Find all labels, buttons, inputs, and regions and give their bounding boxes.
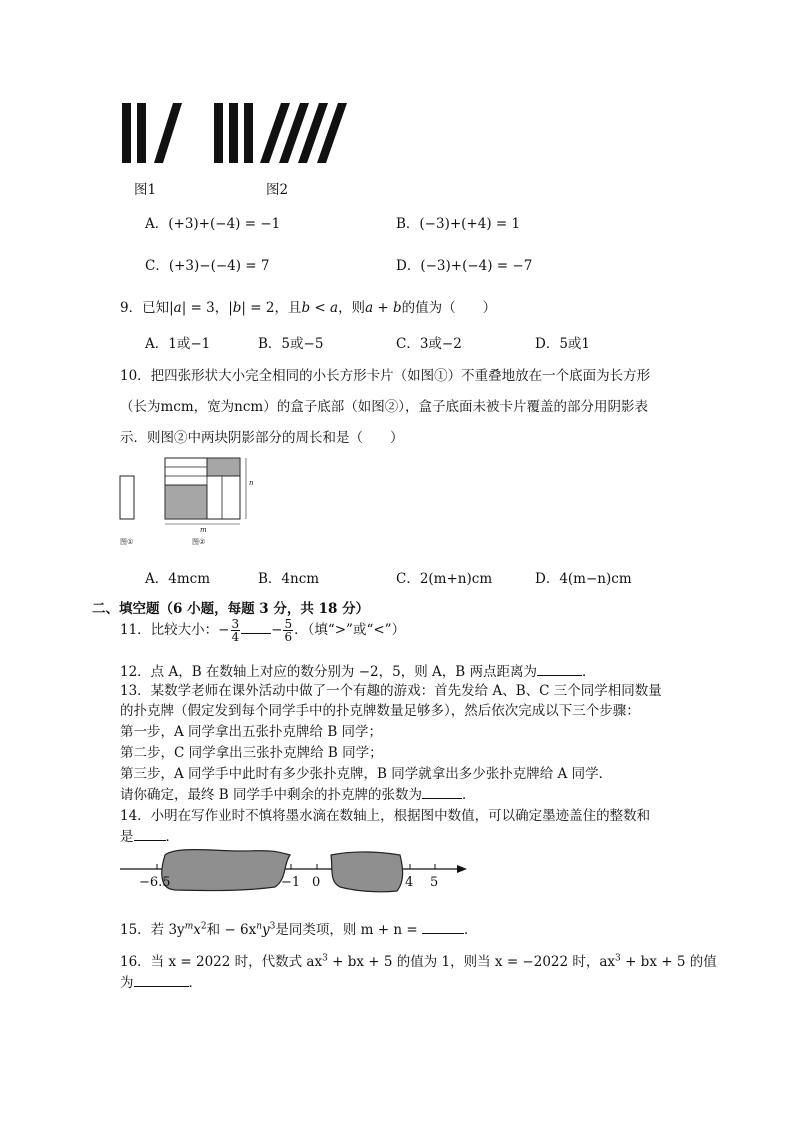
figure-2-label: 图2: [266, 182, 289, 198]
stick: [214, 103, 223, 163]
q8-option-c: C．(+3)−(−4) = 7: [145, 258, 270, 274]
shaded-region-upper-right: [207, 458, 240, 476]
arrow-icon: [457, 865, 467, 873]
q10-figures: [112, 452, 262, 547]
q10-option-b: B．4ncm: [258, 571, 320, 587]
tick-label: −1: [281, 875, 301, 890]
question-10-line1: 10．把四张形状大小完全相同的小长方形卡片（如图①）不重叠地放在一个底面为长方形: [120, 368, 651, 384]
stick: [122, 103, 131, 163]
dimension-m-label: m: [200, 526, 207, 534]
stick: [137, 103, 146, 163]
stick-figure: [115, 98, 355, 168]
tick-label: 0: [312, 875, 321, 890]
q8-option-b: B．(−3)+(+4) = 1: [396, 216, 521, 232]
answer-blank[interactable]: [241, 621, 271, 634]
stick: [244, 103, 253, 163]
question-16-line2: 为 ．: [120, 975, 202, 991]
question-12: 12．点 A，B 在数轴上对应的数分别为 −2，5，则 A，B 两点距离为 ．: [120, 664, 596, 680]
figure-2-caption: 图②: [192, 538, 206, 546]
answer-blank[interactable]: [134, 974, 189, 987]
q10-option-a: A．4mcm: [145, 571, 211, 587]
tick-label: 4: [405, 875, 414, 890]
q9-option-b: B．5或−5: [258, 336, 324, 352]
stick: [154, 103, 182, 163]
answer-blank[interactable]: [422, 921, 464, 934]
q9-option-c: C．3或−2: [396, 336, 462, 352]
q10-option-c: C．2(m+n)cm: [396, 571, 493, 587]
figure-1-label: 图1: [134, 182, 157, 198]
question-13-line3: 第一步，A 同学拿出五张扑克牌给 B 同学；: [120, 724, 383, 740]
question-13-line6: 请你确定，最终 B 同学手中剩余的扑克牌的张数为 ．: [120, 787, 476, 803]
ink-blot-left: [162, 850, 290, 891]
q9-option-a: A．1或−1: [145, 336, 211, 352]
question-11: 11．比较大小：− $\frac{3}{4}$ − $\frac{5}{6}$ ．（填“>”或“<”）: [120, 617, 406, 644]
q8-option-d: D．(−3)+(−4) = −7: [396, 258, 533, 274]
shaded-region-lower-left: [165, 485, 207, 519]
stick: [229, 103, 238, 163]
question-13-line5: 第三步，A 同学手中此时有多少张扑克牌，B 同学就拿出多少张扑克牌给 A 同学．: [120, 766, 613, 782]
number-line-figure: [115, 845, 475, 900]
question-13-line4: 第二步，C 同学拿出三张扑克牌给 B 同学；: [120, 745, 383, 761]
answer-blank[interactable]: [537, 663, 582, 676]
question-13-line1: 13．某数学老师在课外活动中做了一个有趣的游戏：首先发给 A、B、C 三个同学相同数量: [120, 683, 662, 699]
fraction-3-4: $\frac{3}{4}$: [231, 617, 240, 644]
question-13-line2: 的扑克牌（假定发到每个同学手中的扑克牌数量足够多），然后依次完成以下三个步骤：: [120, 703, 640, 719]
dimension-n-label: n: [249, 479, 254, 487]
tick-label: 5: [430, 875, 439, 890]
answer-blank[interactable]: [422, 786, 462, 799]
question-10-line3: 示．则图②中两块阴影部分的周长和是（ ）: [120, 430, 404, 446]
answer-blank[interactable]: [134, 828, 166, 841]
question-14-line2: 是 ．: [120, 829, 179, 845]
section-2-title: 二、填空题（6 小题，每题 3 分，共 18 分）: [92, 601, 370, 617]
card-rectangle: [120, 476, 134, 519]
question-15: 15．若 $3y^mx^2$和 − $6x^ny^3$是同类项，则 m + n = ．: [120, 921, 478, 938]
question-10-line2: （长为mcm，宽为ncm）的盒子底部（如图②），盒子底面未被卡片覆盖的部分用阴影表: [120, 399, 648, 415]
question-9-stem: 9．已知|a| = 3，|b| = 2，且b < a，则a + b的值为（ ）: [120, 300, 497, 316]
question-16-line1: 16．当 x = 2022 时，代数式 $ax^3$ + bx + 5 的值为 1，则当 x = −2022 时，$ax^3$ + bx + 5 的值: [120, 953, 717, 970]
question-14-line1: 14．小明在写作业时不慎将墨水滴在数轴上，根据图中数值，可以确定墨迹盖住的整数和: [120, 808, 651, 824]
fraction-5-6: $\frac{5}{6}$: [284, 617, 293, 644]
q10-option-d: D．4(m−n)cm: [535, 571, 632, 587]
ink-blot-right: [331, 852, 403, 892]
tick-label: −6.5: [139, 875, 171, 890]
q8-option-a: A．(+3)+(−4) = −1: [145, 216, 281, 232]
q9-option-d: D．5或1: [535, 336, 591, 352]
figure-1-caption: 图①: [120, 538, 134, 546]
